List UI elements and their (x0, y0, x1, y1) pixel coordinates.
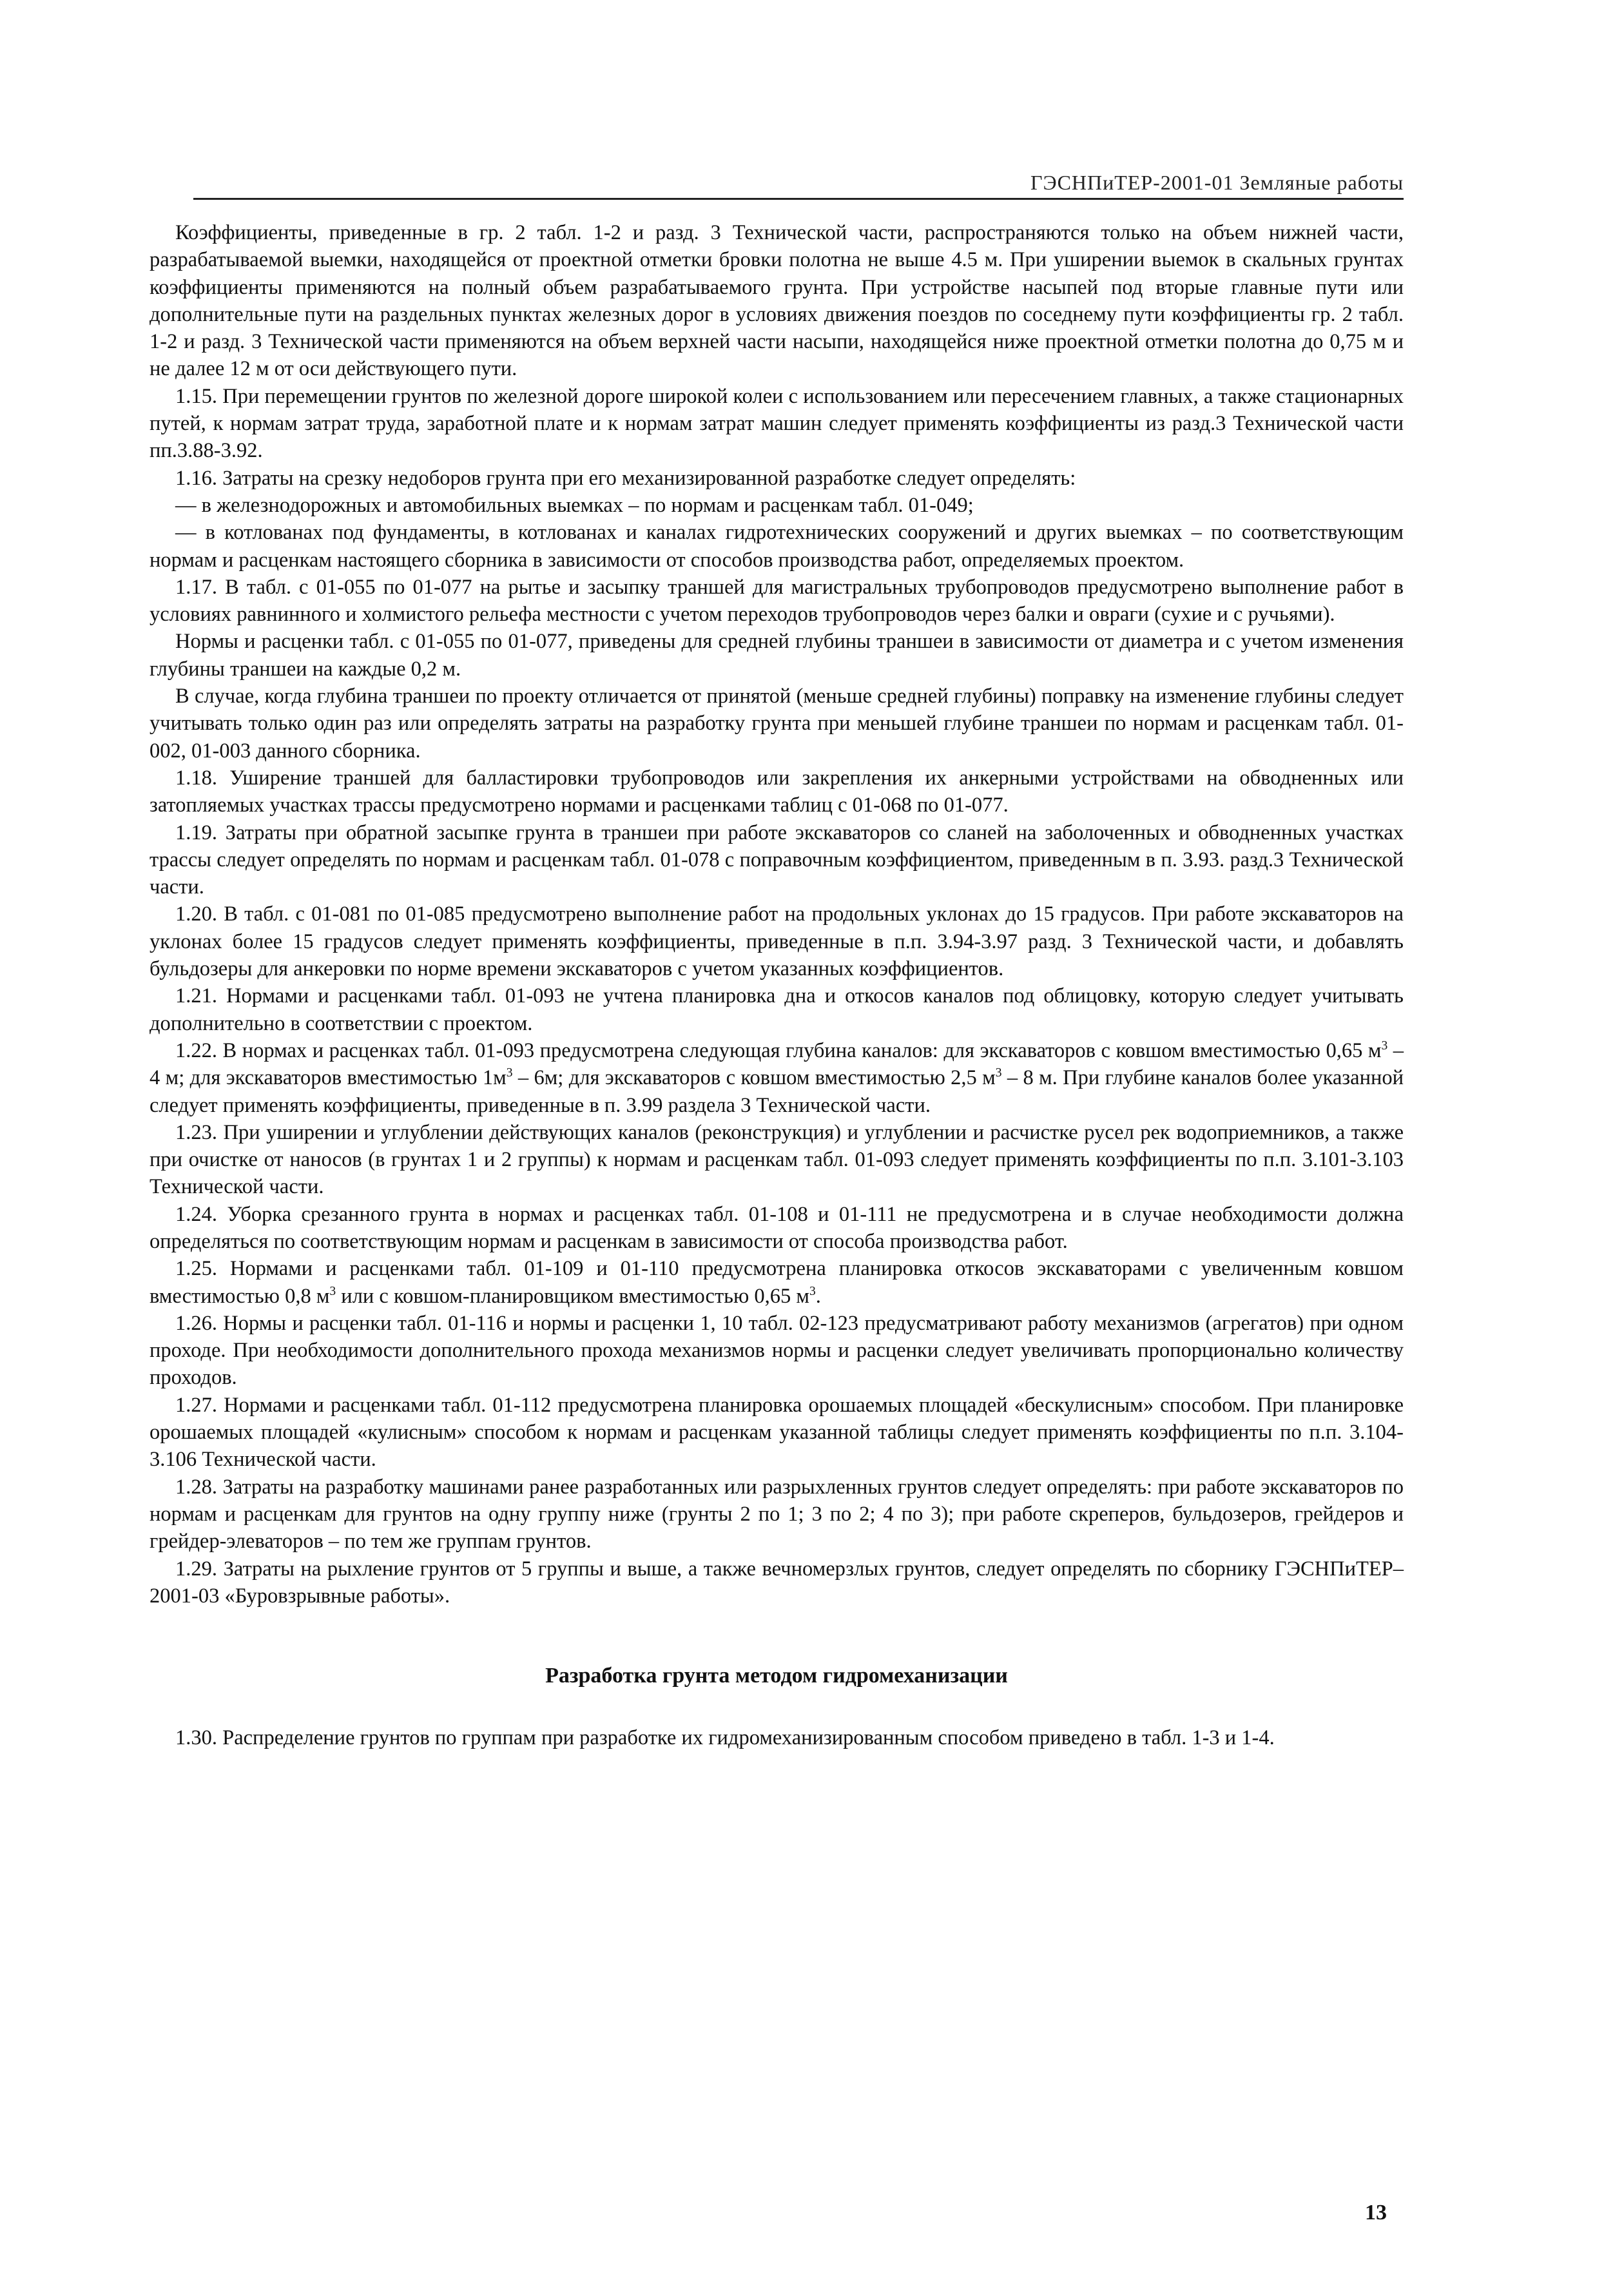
paragraph-1-16: 1.16. Затраты на срезку недоборов грунта при его механизированной разработке следует определять: (175, 466, 1076, 490)
page-number: 13 (1365, 2201, 1387, 2224)
paragraph-1-20: 1.20. В табл. с 01-081 по 01-085 предусмотрено выполнение работ на продольных уклонах до 15 градусов. При работе экскаваторов на уклонах более 15 градусов следует применять коэффициенты, приведенные в п.п. 3.94-3.97 разд. 3 Технической части, и добавлять бульдозеры для анкеровки по норме времени экскаваторов с учетом указанных коэффициентов. (150, 902, 1404, 981)
paragraph-1-21: 1.21. Нормами и расценками табл. 01-093 не учтена планировка дна и откосов каналов под облицовку, которую следует учитывать дополнительно в соответствии с проектом. (150, 984, 1404, 1035)
paragraph-1-15: 1.15. При перемещении грунтов по железной дороге широкой колеи с использованием или пересечением главных, а также стационарных путей, к нормам затрат труда, заработной плате и к нормам затрат машин следует применять коэффициенты из разд.3 Технической части пп.3.88-3.92. (150, 384, 1404, 463)
paragraph-1-23: 1.23. При уширении и углублении действующих каналов (реконструкция) и углублении и расчистке русел рек водоприемников, а также при очистке от наносов (в грунтах 1 и 2 группы) к нормам и расценкам табл. 01-093 следует применять коэффициенты по п.п. 3.101-3.103 Технической части. (150, 1120, 1404, 1199)
paragraph-1-28: 1.28. Затраты на разработку машинами ранее разработанных или разрыхленных грунтов следует определять: при работе экскаваторов по нормам и расценкам для грунтов на одну группу ниже (грунты 2 по 1; 3 по 2; 4 по 3); при работе скреперов, бульдозеров, грейдеров и грейдер-элеваторов – по тем же группам грунтов. (150, 1475, 1404, 1553)
document-body (150, 219, 1404, 1752)
paragraph-1-18: 1.18. Уширение траншей для балластировки трубопроводов или закрепления их анкерными устройствами на обводненных или затопляемых участках трассы предусмотрено нормами и расценками таблиц с 01-068 по 01-077. (150, 766, 1404, 817)
paragraph-1-17-norms: Нормы и расценки табл. с 01-055 по 01-077, приведены для средней глубины траншеи в зависимости от диаметра и с учетом изменения глубины траншеи на каждые 0,2 м. (150, 630, 1404, 681)
paragraph-1-26: 1.26. Нормы и расценки табл. 01-116 и нормы и расценки 1, 10 табл. 02-123 предусматривают работу механизмов (агрегатов) при одном проходе. При необходимости дополнительного прохода механизмов нормы и расценки следует увеличивать пропорционально количеству проходов. (150, 1311, 1404, 1390)
paragraph-1-30: 1.30. Распределение грунтов по группам при разработке их гидромеханизированным способом приведено в табл. 1-3 и 1-4. (175, 1726, 1275, 1750)
paragraph-1-22: 1.22. В нормах и расценках табл. 01-093 предусмотрена следующая глубина каналов: для экскаваторов с ковшом вместимостью 0,65 $м^3 - 4$ м; для экскаваторов вместимостью $1м^3 - 6м$; для экскаваторов с ковшом вместимостью 2,5 $м^3 - 8$ м. При глубине каналов более указанной следует применять коэффициенты, приведенные в п. 3.99 раздела 3 Технической части. (150, 1038, 1404, 1117)
section-heading: Разработка грунта методом гидромеханизации (545, 1664, 1008, 1688)
paragraph-1-29: 1.29. Затраты на рыхление грунтов от 5 группы и выше, а также вечномерзлых грунтов, следует определять по сборнику ГЭСНПиТЕР–2001-03 «Буровзрывные работы». (150, 1557, 1404, 1608)
header-rule (193, 198, 1404, 200)
paragraph-1-27: 1.27. Нормами и расценками табл. 01-112 предусмотрена планировка орошаемых площадей «бескулисным» способом. При планировке орошаемых площадей «кулисным» способом к нормам и расценкам указанной таблицы следует применять коэффициенты по п.п. 3.104-3.106 Технической части. (150, 1393, 1404, 1472)
paragraph-1-16-item-2: — в котлованах под фундаменты, в котлованах и каналах гидротехнических сооружений и других выемках – по соответствующим нормам и расценкам настоящего сборника в зависимости от способов производства работ, определяемых проектом. (150, 521, 1404, 572)
paragraph-1-24: 1.24. Уборка срезанного грунта в нормах и расценках табл. 01-108 и 01-111 не предусмотрена и в случае необходимости должна определяться по соответствующим нормам и расценкам в зависимости от способа производства работ. (150, 1202, 1404, 1253)
paragraph-1-25: 1.25. Нормами и расценками табл. 01-109 и 01-110 предусмотрена планировка откосов экскаваторами с увеличенным ковшом вместимостью 0,8 $м^3$ или с ковшом-планировщиком вместимостью 0,65 $м^3$. (150, 1257, 1404, 1308)
paragraph-1-17-depth: В случае, когда глубина траншеи по проекту отличается от принятой (меньше средней глубины) поправку на изменение глубины следует учитывать только один раз или определять затраты на разработку грунта при меньшей глубине траншеи по нормам и расценкам табл. 01-002, 01-003 данного сборника. (150, 685, 1404, 763)
paragraph-1-17: 1.17. В табл. с 01-055 по 01-077 на рытье и засыпку траншей для магистральных трубопроводов предусмотрено выполнение работ в условиях равнинного и холмистого рельефа местности с учетом переходов трубопроводов через балки и овраги (сухие и с ручьями). (150, 575, 1404, 627)
paragraph-1-19: 1.19. Затраты при обратной засыпке грунта в траншеи при работе экскаваторов со сланей на заболоченных и обводненных участках трассы следует определять по нормам и расценкам табл. 01-078 с поправочным коэффициентом, приведенным в п. 3.93. разд.3 Технической части. (150, 821, 1404, 899)
paragraph-coefficients: Коэффициенты, приведенные в гр. 2 табл. 1-2 и разд. 3 Технической части, распространяются только на объем нижней части, разрабатываемой выемки, находящейся от проектной отметки бровки полотна не выше 4.5 м. При уширении выемок в скальных грунтах коэффициенты применяются на полный объем разрабатываемого грунта. При устройстве насыпей под вторые главные пути или дополнительные пути на раздельных пунктах железных дорог в условиях движения поездов по соседнему пути коэффициенты гр. 2 табл. 1-2 и разд. 3 Технической части применяются на объем верхней части насыпи, находящейся ниже проектной отметки полотна до 0,75 м и не далее 12 м от оси действующего пути. (150, 221, 1404, 381)
paragraph-1-16-item-1: — в железнодорожных и автомобильных выемках – по нормам и расценкам табл. 01-049; (175, 493, 974, 517)
page-header (193, 166, 1404, 200)
header-title: ГЭСНПиТЕР-2001-01 Земляные работы (1030, 171, 1404, 194)
